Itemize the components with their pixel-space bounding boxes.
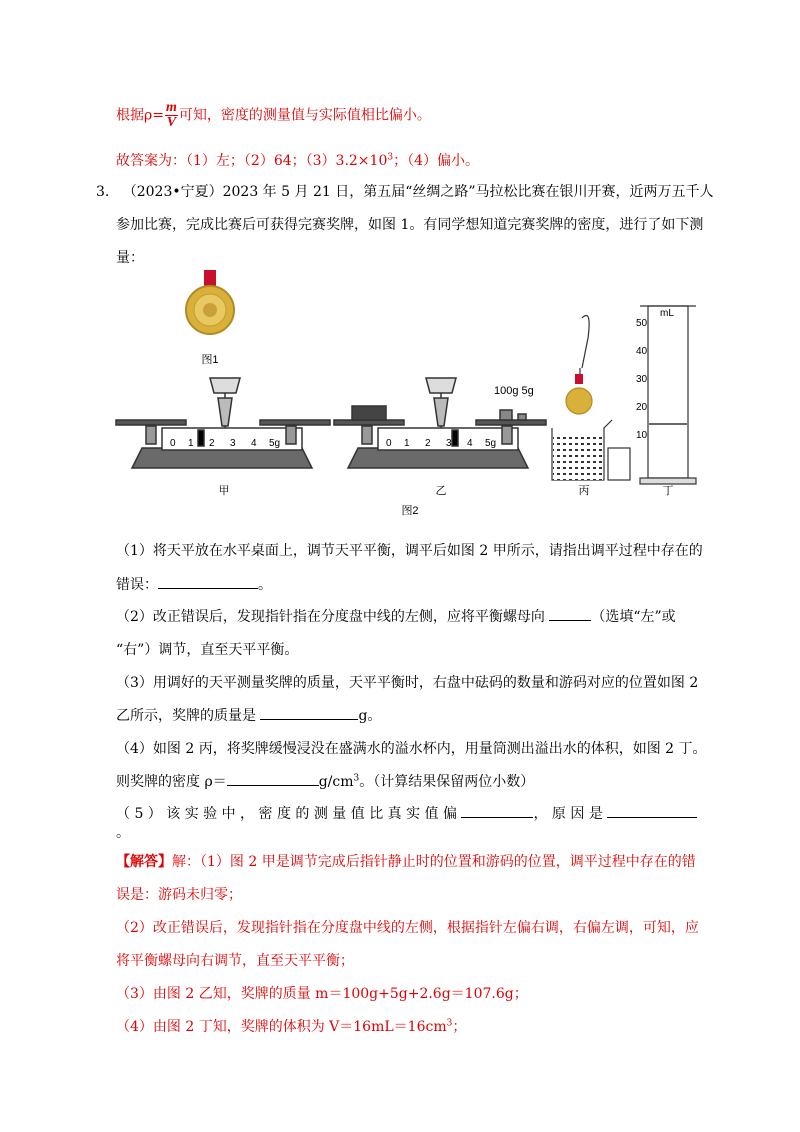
cyl-tick-10: 10 [636,430,648,441]
subq-1-line-2 [116,574,272,594]
scale-tick-3: 3 [446,438,452,449]
scale-tick-1: 1 [188,438,194,449]
subq-4-line-2 [116,771,534,791]
solution-line-5 [116,983,528,1003]
answer-blank-4[interactable] [227,771,319,786]
subq-3-line-2 [116,705,381,725]
subq-3-unit: g。 [358,708,382,724]
solution-4-text: （4）由图 2 丁知，奖牌的体积为 V＝16mL＝16cm [116,1019,447,1035]
solution-line-3 [116,917,699,937]
scale-tick-5: 5g [269,438,281,449]
cylinder-scale [636,308,674,441]
scale-tick-0: 0 [170,438,176,449]
medal-illustration [186,270,234,334]
subq-1-end: 。 [258,577,272,593]
scale-tick-0: 0 [386,438,392,449]
subq-3-line-1 [116,672,698,692]
fig2-label: 图2 [401,505,419,517]
subq-4-text: （4）如图 2 丙，将奖牌缓慢浸没在盛满水的溢水杯内，用量筒测出溢出水的体积，如图 2 丁。 [116,741,707,757]
subq-3-text: （3）用调好的天平测量奖牌的质量，天平平衡时，右盘中砝码的数量和游码对应的位置如图 2 [116,675,699,691]
subq-4-line-1 [116,738,707,758]
question-intro-3: 量： [116,250,144,266]
fraction-denominator: V [166,115,177,130]
solution-1-text: 解：（1）图 2 甲是调节完成后指针静止时的位置和游码的位置，调平过程中存在的错 [172,854,696,870]
solution-line-1 [116,851,696,871]
subq-1-text: （1）将天平放在水平桌面上，调节天平平衡，调平后如图 2 甲所示，请指出调平过程中存在的 [116,543,703,559]
label-yi: 乙 [435,485,447,497]
question-3-line-1 [96,181,714,201]
fig1-label: 图1 [201,354,219,366]
scale-tick-2: 2 [209,438,215,449]
balance-jia [116,378,330,468]
answer-tail: ；（4）偏小。 [393,153,480,169]
graduated-cylinder [640,306,696,484]
label-jia: 甲 [218,485,230,497]
solution-line-6 [116,1016,466,1036]
subq-4-unit: g/cm [318,774,354,790]
answer-summary-line [116,150,479,170]
subq-5-text: （ 5 ） 该 实 验 中 ， 密 度 的 测 量 值 比 真 实 值 偏 [116,806,462,822]
solution-line-4 [116,950,354,970]
label-bing: 丙 [578,485,590,497]
solution-2-text: （2）改正错误后，发现指针指在分度盘中线的左侧，根据指针左偏右调，右偏左调，可知，应 [116,920,699,936]
subq-5-line-1 [116,803,697,823]
scale-tick-4: 4 [251,438,257,449]
answer-blank-3[interactable] [260,705,358,720]
solution-4-exponent: 3 [446,1018,453,1029]
subq-2-line-2 [116,639,298,659]
answer-blank-5[interactable] [461,803,533,818]
cyl-tick-50: 50 [636,318,648,329]
subq-4-exponent: 3 [353,773,360,784]
answer-blank-1[interactable] [158,574,258,589]
answer-exponent: 3 [387,152,394,163]
solution-4-end: ； [452,1019,467,1035]
subq-5-line-2 [116,822,130,842]
subq-5-end: 。 [116,825,130,841]
fraction-numerator: m [165,100,177,115]
formula-suffix: 可知，密度的测量值与实际值相比偏小。 [178,107,431,124]
solution-1-text-2: 误是：游码未归零； [116,887,242,903]
experiment-figure [112,268,712,518]
question-3-line-3 [116,247,144,267]
label-ding: 丁 [662,485,674,497]
subq-4-note: 。（计算结果保留两位小数） [359,774,535,790]
density-formula-line [116,101,431,130]
cyl-tick-30: 30 [636,374,648,385]
subq-5-reason-label: ， 原 因 是 [533,806,608,822]
solution-tag: 【解答】 [116,854,172,870]
question-3-line-2 [116,214,703,234]
cyl-tick-40: 40 [636,346,648,357]
subq-3-label: 乙所示，奖牌的质量是 [116,708,261,724]
solution-line-2 [116,884,242,904]
cyl-tick-20: 20 [636,402,648,413]
subq-1-line-1 [116,540,703,560]
fraction-m-over-v [165,101,178,130]
subq-4-label: 则奖牌的密度 ρ＝ [116,774,227,790]
answer-blank-6[interactable] [607,803,697,818]
question-number: 3. [96,184,110,200]
subq-2-text-2: “右”）调节，直至天平平衡。 [116,642,299,658]
subq-1-label: 错误： [116,577,158,593]
scale-tick-1: 1 [404,438,410,449]
solution-3-text: （3）由图 2 乙知，奖牌的质量 m＝100g+5g+2.6g＝107.6g； [116,986,528,1002]
subq-2-line-1 [116,606,676,626]
scale-tick-5: 5g [485,438,497,449]
scale-tick-4: 4 [467,438,473,449]
question-intro-2: 参加比赛，完成比赛后可获得完赛奖牌，如图 1。有同学想知道完赛奖牌的密度，进行了如下测 [116,217,704,233]
answer-text: 故答案为：（1）左；（2）64；（3）3.2×10 [116,153,388,169]
scale-tick-2: 2 [425,438,431,449]
scale-tick-3: 3 [230,438,236,449]
formula-prefix: 根据ρ= [116,107,164,124]
question-intro-1: （2023•宁夏）2023 年 5 月 21 日，第五届“丝绸之路”马拉松比赛在银川开赛，近两万五千人 [122,184,714,200]
cylinder-unit: mL [660,308,674,319]
overflow-cup [552,316,630,481]
weights-label: 100g 5g [494,385,534,397]
subq-2-text: （2）改正错误后，发现指针指在分度盘中线的左侧，应将平衡螺母向 [116,609,550,625]
subq-2-hint: （选填“左”或 [591,609,676,625]
solution-2-text-2: 将平衡螺母向右调节，直至天平平衡； [116,953,354,969]
answer-blank-2[interactable] [549,606,591,621]
